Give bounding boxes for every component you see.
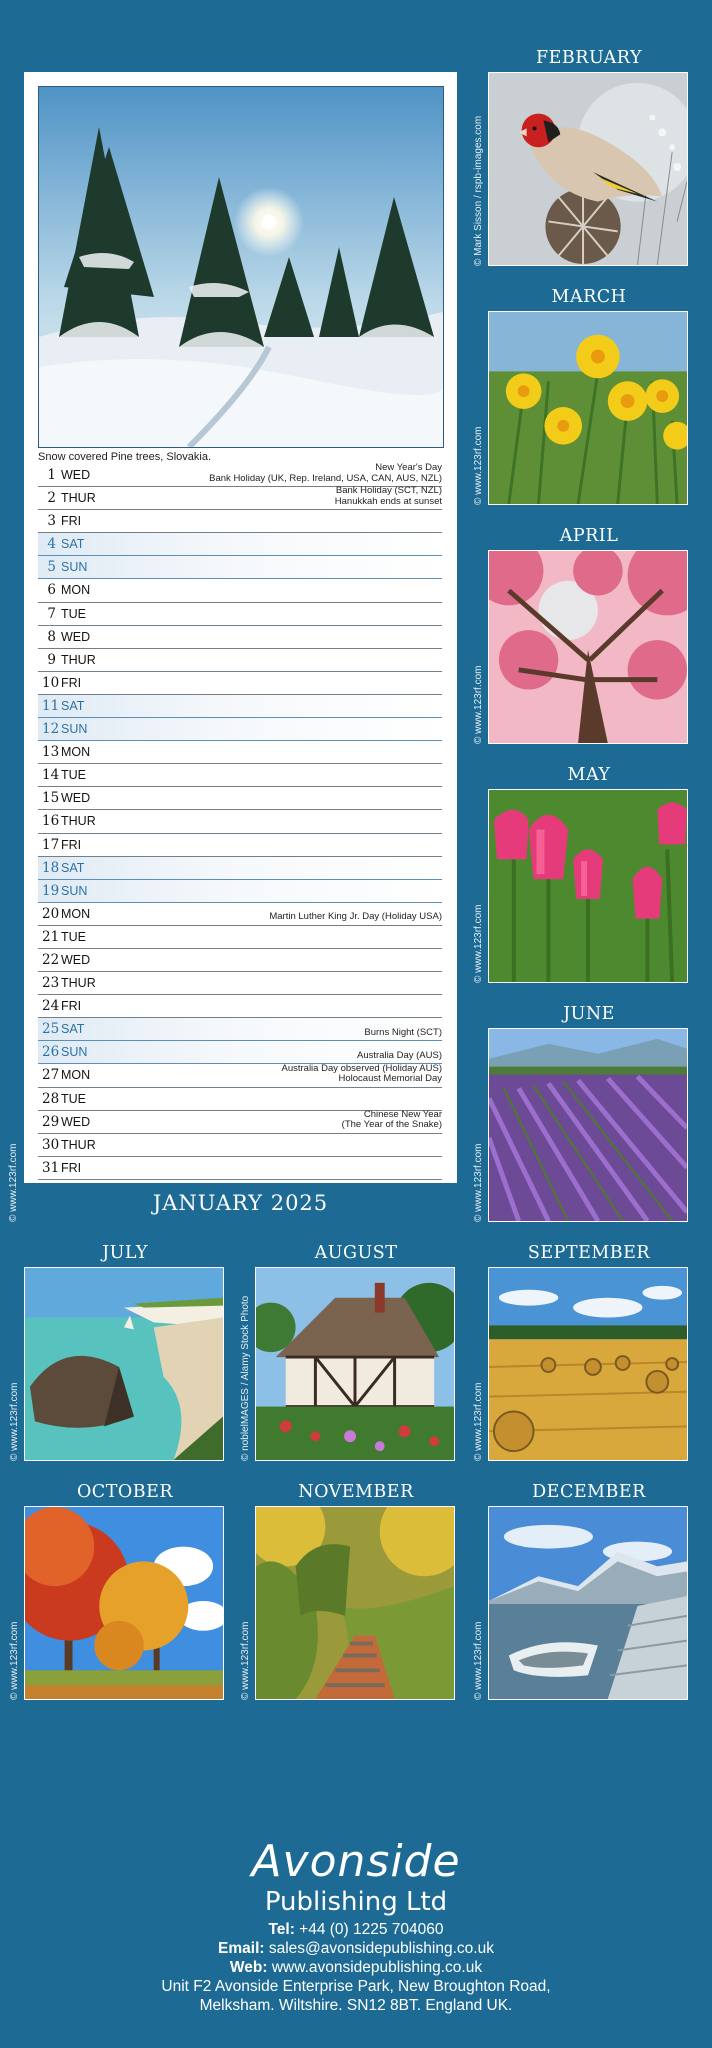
day-name: THUR xyxy=(61,976,96,991)
day-row xyxy=(38,995,442,1018)
month-title-september: SEPTEMBER xyxy=(527,1243,651,1263)
day-row xyxy=(38,626,442,649)
day-row xyxy=(38,695,442,718)
day-row xyxy=(38,1134,442,1157)
day-row xyxy=(38,464,442,487)
month-photo-september xyxy=(488,1267,688,1461)
day-row xyxy=(38,556,442,579)
holiday-note: Burns Night (SCT) xyxy=(364,1026,442,1038)
day-name: TUE xyxy=(61,1091,86,1106)
day-name: FRI xyxy=(61,514,82,529)
day-number: 10 xyxy=(42,674,60,691)
email-label: Email: xyxy=(218,1940,265,1957)
holiday-note: Australia Day (AUS) xyxy=(357,1049,442,1061)
day-name: SUN xyxy=(61,883,88,898)
month-photo-october xyxy=(24,1506,224,1700)
day-row xyxy=(38,880,442,903)
month-photo-june xyxy=(488,1028,688,1222)
day-row xyxy=(38,1064,442,1087)
day-name: SUN xyxy=(61,1045,88,1060)
day-name: SAT xyxy=(61,1022,85,1037)
day-number: 15 xyxy=(42,790,60,807)
day-name: WED xyxy=(61,952,91,967)
month-title-august: AUGUST xyxy=(314,1243,398,1263)
january-photo xyxy=(38,86,444,448)
email-link[interactable]: sales@avonsidepublishing.co.uk xyxy=(268,1940,494,1957)
day-number: 1 xyxy=(47,467,56,483)
day-row xyxy=(38,857,442,880)
photo-credit-july: © www.123rf.com xyxy=(9,1382,20,1461)
day-number: 14 xyxy=(42,767,60,784)
photo-credit-december: © www.123rf.com xyxy=(473,1621,484,1700)
publisher-logo-name: Avonside xyxy=(251,1836,461,1887)
tel-value[interactable]: +44 (0) 1225 704060 xyxy=(299,1921,444,1938)
holiday-note: Chinese New Year (The Year of the Snake) xyxy=(341,1108,442,1131)
photo-credit-february: © Mark Sisson / rspb-images.com xyxy=(473,115,484,266)
day-number: 19 xyxy=(42,882,60,899)
day-name: THUR xyxy=(61,814,96,829)
day-number: 24 xyxy=(42,998,60,1015)
month-title-may: MAY xyxy=(567,765,611,785)
day-name: SUN xyxy=(61,560,88,575)
day-number: 28 xyxy=(42,1090,60,1107)
day-row xyxy=(38,510,442,533)
day-name: MON xyxy=(61,1068,91,1083)
day-number: 4 xyxy=(47,536,56,553)
month-photo-march xyxy=(488,311,688,505)
day-number: 12 xyxy=(42,721,60,738)
day-name: MON xyxy=(61,583,91,598)
day-name: WED xyxy=(61,791,91,806)
month-title-november: NOVEMBER xyxy=(298,1482,414,1502)
month-title-june: JUNE xyxy=(563,1004,615,1024)
day-number: 22 xyxy=(42,951,60,968)
day-row xyxy=(38,1157,442,1180)
photo-credit-march: © www.123rf.com xyxy=(473,426,484,505)
day-name: THUR xyxy=(61,491,96,506)
day-row xyxy=(38,834,442,857)
month-photo-may xyxy=(488,789,688,983)
day-row xyxy=(38,741,442,764)
day-name: WED xyxy=(61,1114,91,1129)
day-number: 21 xyxy=(42,928,60,945)
day-name: WED xyxy=(61,468,91,482)
web-link[interactable]: www.avonsidepublishing.co.uk xyxy=(271,1959,483,1976)
month-title-december: DECEMBER xyxy=(532,1482,646,1502)
day-name: FRI xyxy=(61,1160,82,1175)
web-label: Web: xyxy=(229,1959,268,1976)
day-name: WED xyxy=(61,629,91,644)
address-line-2: Melksham. Wiltshire. SN12 8BT. England UK. xyxy=(199,1997,513,2014)
month-title: JANUARY 2025 xyxy=(152,1191,329,1215)
holiday-note: Australia Day observed (Holiday AUS) Holocaust Memorial Day xyxy=(281,1062,442,1085)
contact-tel xyxy=(0,1921,712,1939)
day-name: TUE xyxy=(61,929,86,944)
day-number: 31 xyxy=(42,1159,60,1176)
day-number: 29 xyxy=(42,1113,60,1130)
day-number: 8 xyxy=(47,628,56,645)
day-row xyxy=(38,1108,442,1134)
day-number: 30 xyxy=(42,1136,60,1153)
day-row xyxy=(38,1018,442,1041)
month-title-july: JULY xyxy=(102,1243,148,1263)
day-row xyxy=(38,603,442,626)
day-row xyxy=(38,810,442,833)
month-title-october: OCTOBER xyxy=(76,1482,174,1502)
day-number: 13 xyxy=(42,744,60,761)
day-row xyxy=(38,764,442,787)
day-number: 26 xyxy=(42,1044,60,1061)
day-name: TUE xyxy=(61,606,86,621)
day-row xyxy=(38,579,442,602)
day-name: SAT xyxy=(61,537,85,552)
tel-label: Tel: xyxy=(268,1921,295,1938)
january-photo-caption: Snow covered Pine trees, Slovakia. xyxy=(38,451,212,463)
day-row xyxy=(38,533,442,556)
photo-credit-august: © noblelMAGES / Alamy Stock Photo xyxy=(240,1295,251,1461)
contact-web xyxy=(0,1959,712,1977)
photo-credit-november: © www.123rf.com xyxy=(240,1621,251,1700)
day-name: FRI xyxy=(61,675,82,690)
day-row xyxy=(38,1088,442,1111)
holiday-note: Martin Luther King Jr. Day (Holiday USA) xyxy=(269,911,442,923)
day-row xyxy=(38,787,442,810)
day-number: 16 xyxy=(42,813,60,830)
address-line-1: Unit F2 Avonside Enterprise Park, New Broughton Road, xyxy=(161,1978,551,1995)
day-number: 23 xyxy=(42,975,60,992)
january-photo-credit: © www.123rf.com xyxy=(8,1143,19,1222)
day-row xyxy=(38,718,442,741)
photo-credit-april: © www.123rf.com xyxy=(473,665,484,744)
day-row xyxy=(38,972,442,995)
contact-email xyxy=(0,1940,712,1958)
day-number: 20 xyxy=(42,905,60,922)
day-number: 17 xyxy=(42,836,60,853)
holiday-note: Bank Holiday (SCT, NZL) Hanukkah ends at sunset xyxy=(334,485,442,507)
month-photo-february xyxy=(488,72,688,266)
photo-credit-june: © www.123rf.com xyxy=(473,1143,484,1222)
holiday-note: New Year's Day Bank Holiday (UK, Rep. Ireland, USA, CAN, AUS, NZL) xyxy=(209,462,442,484)
day-row xyxy=(38,1041,442,1064)
day-row xyxy=(38,649,442,672)
day-number: 7 xyxy=(47,605,56,622)
day-number: 25 xyxy=(42,1021,60,1038)
day-row xyxy=(38,903,442,926)
publisher-logo-subtitle: Publishing Ltd xyxy=(264,1887,448,1917)
month-title-march: MARCH xyxy=(551,287,627,307)
day-number: 9 xyxy=(47,651,56,668)
day-name: TUE xyxy=(61,768,86,783)
month-banner xyxy=(24,1182,457,1222)
photo-credit-october: © www.123rf.com xyxy=(9,1621,20,1700)
month-photo-november xyxy=(255,1506,455,1700)
day-name: SAT xyxy=(61,860,85,875)
day-list xyxy=(38,464,442,1180)
day-name: MON xyxy=(61,745,91,760)
day-number: 6 xyxy=(47,582,56,599)
photo-credit-may: © www.123rf.com xyxy=(473,904,484,983)
month-photo-april xyxy=(488,550,688,744)
day-row xyxy=(38,926,442,949)
month-title-february: FEBRUARY xyxy=(536,48,642,68)
month-photo-july xyxy=(24,1267,224,1461)
day-number: 18 xyxy=(42,859,60,876)
day-row xyxy=(38,949,442,972)
day-name: SAT xyxy=(61,698,85,713)
day-number: 2 xyxy=(47,490,56,507)
day-number: 27 xyxy=(42,1067,60,1084)
day-name: FRI xyxy=(61,837,82,852)
day-number: 11 xyxy=(42,697,60,714)
day-name: SUN xyxy=(61,722,88,737)
month-photo-august xyxy=(255,1267,455,1461)
photo-credit-september: © www.123rf.com xyxy=(473,1382,484,1461)
day-name: THUR xyxy=(61,652,96,667)
day-row xyxy=(38,672,442,695)
day-number: 5 xyxy=(47,559,56,576)
month-photo-december xyxy=(488,1506,688,1700)
day-row xyxy=(38,487,442,510)
day-number: 3 xyxy=(47,513,56,530)
day-name: THUR xyxy=(61,1137,96,1152)
day-name: MON xyxy=(61,906,91,921)
january-panel xyxy=(24,72,457,1222)
month-title-april: APRIL xyxy=(559,526,619,546)
day-name: FRI xyxy=(61,999,82,1014)
